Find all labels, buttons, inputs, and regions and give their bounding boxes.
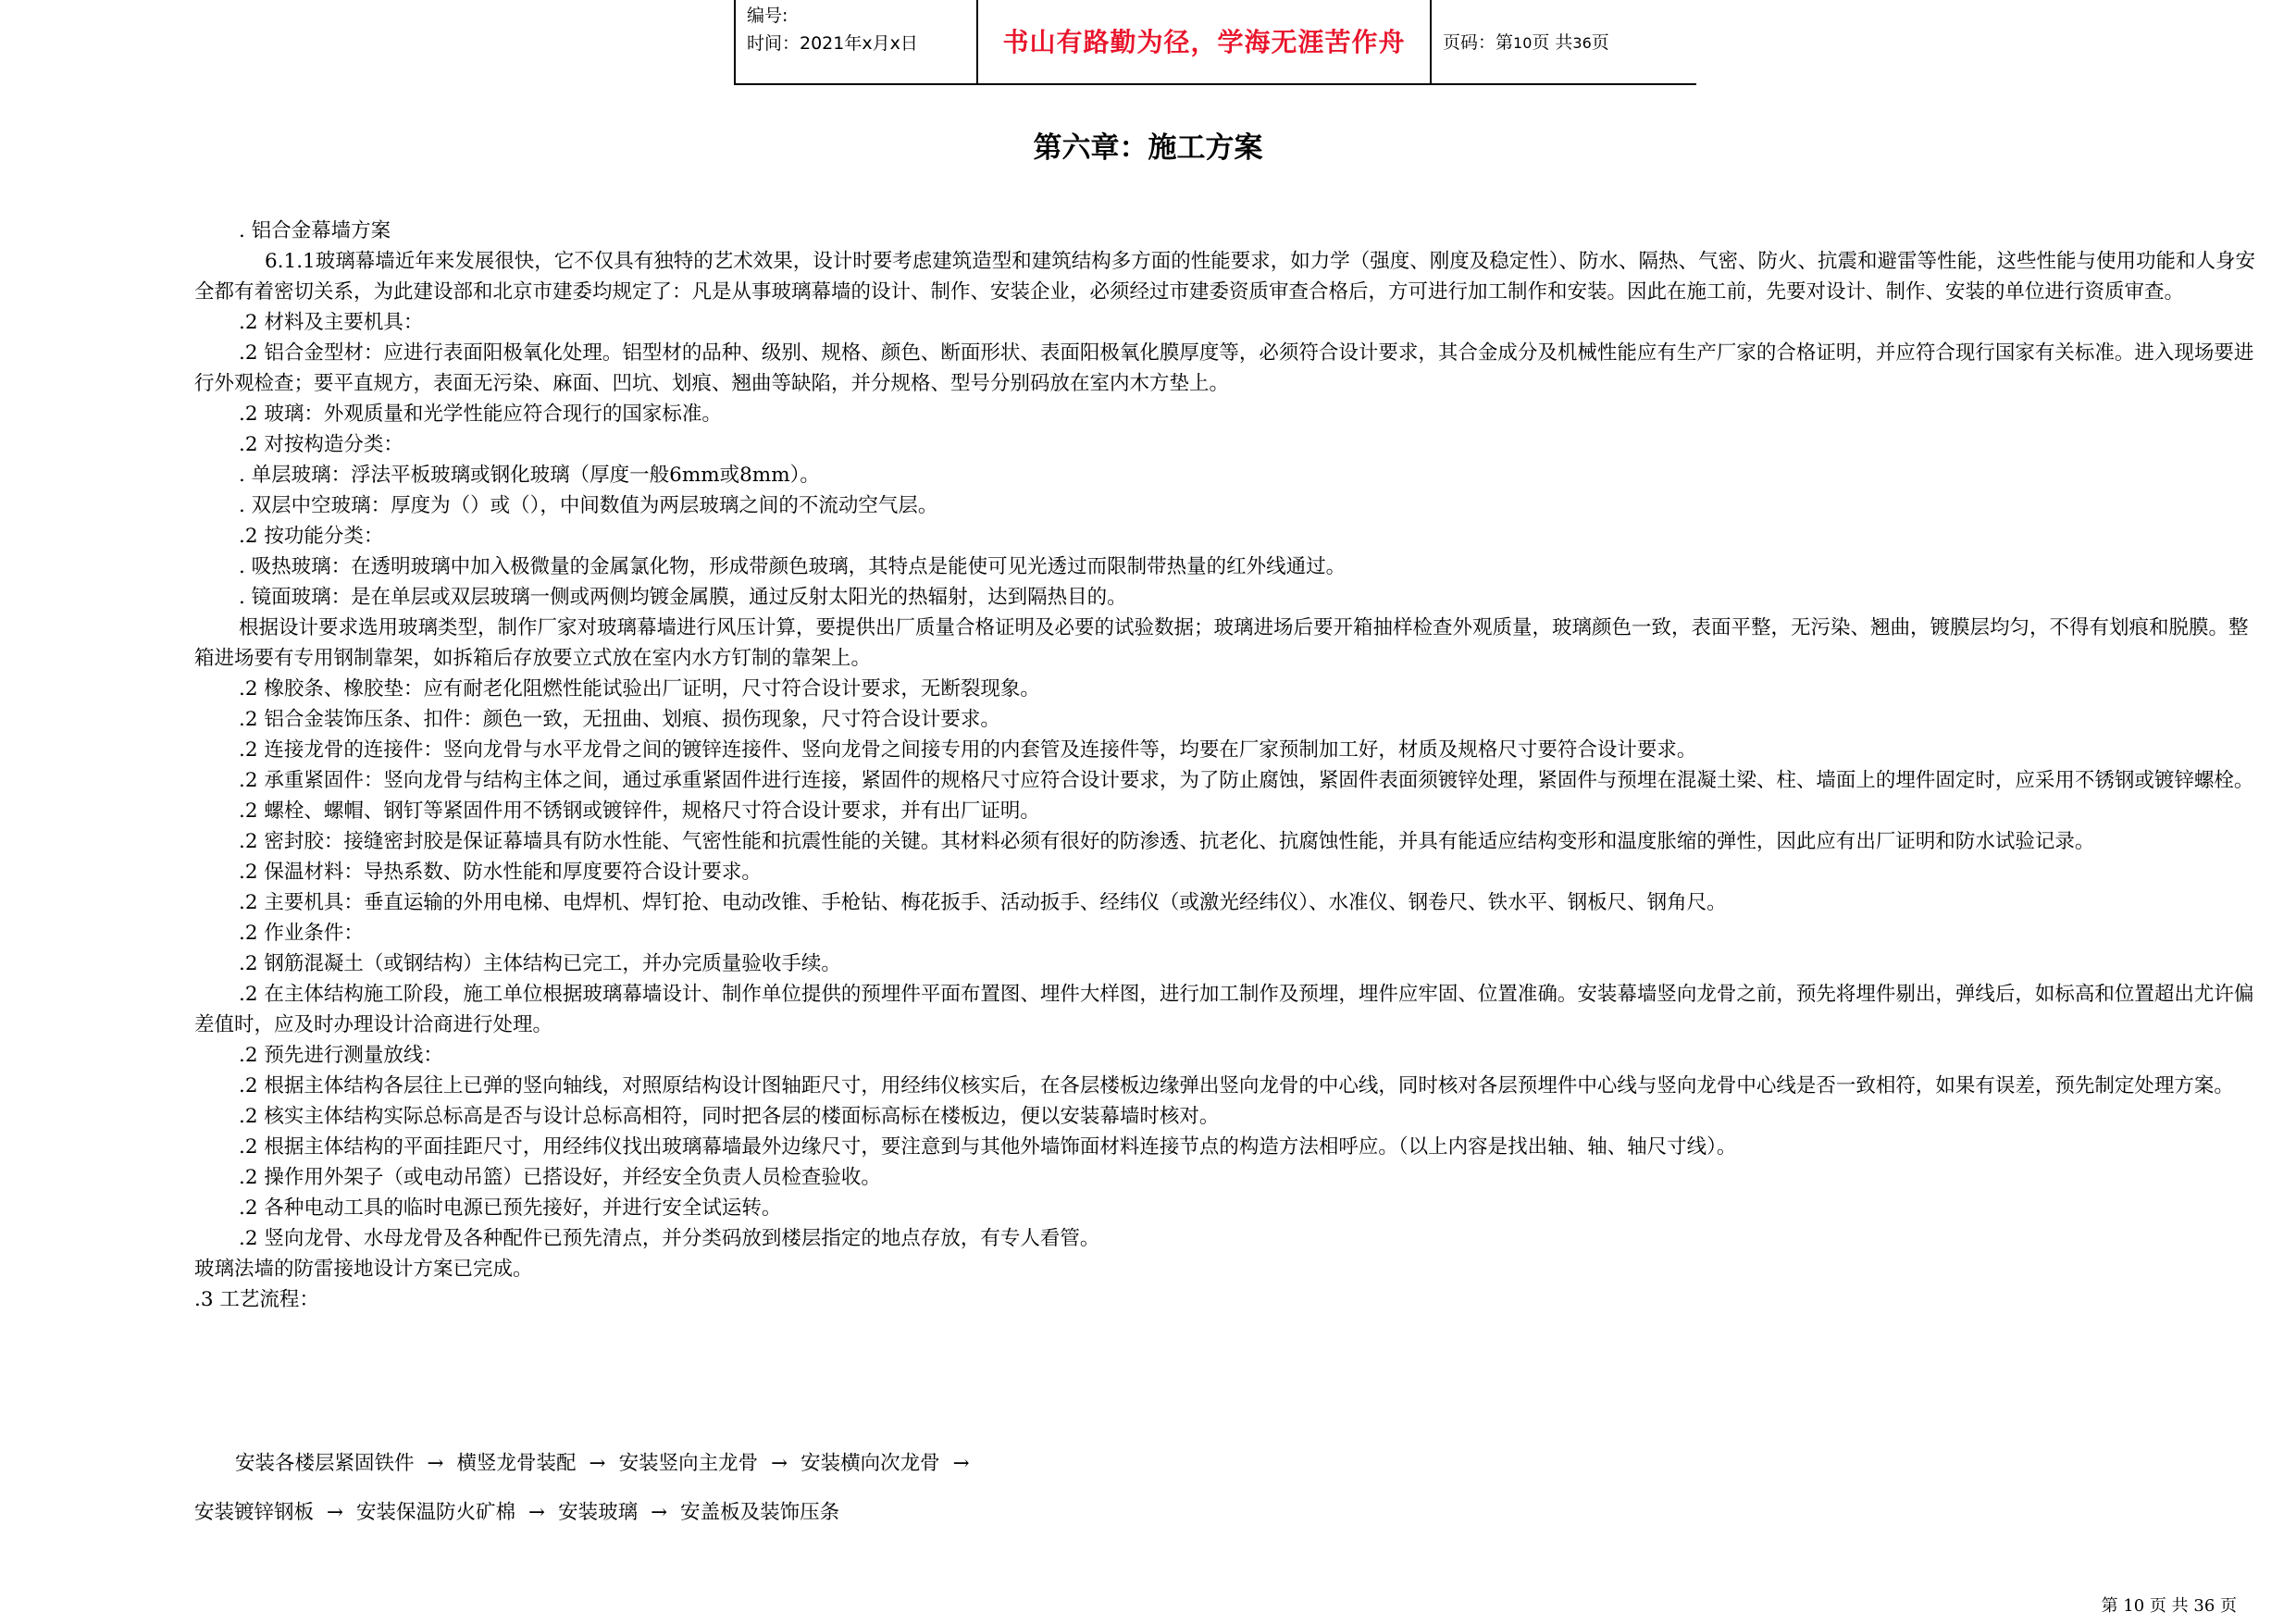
flow-step: 安装竖向主龙骨	[618, 1452, 759, 1475]
paragraph: .2 核实主体结构实际总标高是否与设计总标高相符，同时把各层的楼面标高标在楼板边，便以安装幕墙时核对。	[239, 1105, 1220, 1128]
paragraph: .2 保温材料：导热系数、防水性能和厚度要符合设计要求。	[239, 861, 762, 884]
page-end-label: 页	[1591, 32, 1609, 53]
paragraph: .2 钢筋混凝土（或钢结构）主体结构已完工，并办完质量验收手续。	[239, 952, 841, 975]
paragraph: .2 密封胶：接缝密封胶是保证幕墙具有防水性能、气密性能和抗震性能的关键。其材料必须有很好的防渗透、抗老化、抗腐蚀性能，并具有能适应结构变形和温度胀缩的弹性，因此应有出厂证明和防水试验记录。	[239, 830, 2095, 853]
page-footer: 第 10 页 共 36 页	[2101, 1596, 2237, 1616]
page-mid-label: 页 共	[1532, 32, 1573, 53]
paragraph: .2 连接龙骨的连接件：竖向龙骨与水平龙骨之间的镀锌连接件、竖向龙骨之间接专用的内套管及连接件等，均要在厂家预制加工好，材质及规格尺寸要符合设计要求。	[239, 738, 1697, 762]
paragraph: .2 竖向龙骨、水母龙骨及各种配件已预先清点，并分类码放到楼层指定的地点存放，有专人看管。	[239, 1227, 1100, 1250]
paragraph: .2 主要机具：垂直运输的外用电梯、电焊机、焊钉抢、电动改锥、手枪钻、梅花扳手、活动扳手、经纬仪（或激光经纬仪）、水准仪、钢卷尺、铁水平、钢板尺、钢角尺。	[239, 891, 1727, 914]
document-time-label: 时间：2021年x月x日	[747, 33, 918, 54]
header-motto: 书山有路勤为径，学海无涯苦作舟	[978, 0, 1432, 85]
flow-step: 安装各楼层紧固铁件	[235, 1452, 415, 1475]
flow-step: 安装镀锌钢板	[194, 1501, 315, 1524]
paragraph: .2 操作用外架子（或电动吊篮）已搭设好，并经安全负责人员检查验收。	[239, 1166, 881, 1189]
flow-arrow: →	[327, 1501, 344, 1524]
paragraph: .2 玻璃：外观质量和光学性能应符合现行的国家标准。	[239, 403, 722, 426]
paragraph: . 铝合金幕墙方案	[239, 219, 391, 242]
flow-arrow: →	[771, 1452, 788, 1475]
paragraph: 根据设计要求选用玻璃类型，制作厂家对玻璃幕墙进行风压计算，要提供出厂质量合格证明及必要的试验数据；玻璃进场后要开箱抽样检查外观质量，玻璃颜色一致，表面平整，无污染、翘曲，镀膜层均匀，不得有划痕和脱膜。整箱进场要有专用钢制靠架，如拆箱后存放要立式放在室内水方钉制的靠架上。	[194, 616, 2249, 670]
flow-step: 横竖龙骨装配	[456, 1452, 577, 1475]
paragraph: .2 按功能分类：	[239, 525, 384, 548]
chapter-title: 第六章：施工方案	[1033, 131, 1263, 165]
paragraph: . 镜面玻璃：是在单层或双层玻璃一侧或两侧均镀金属膜，通过反射太阳光的热辐射，达到隔热目的。	[239, 586, 1127, 609]
flow-arrow: →	[589, 1452, 606, 1475]
paragraph: . 双层中空玻璃：厚度为（）或（），中间数值为两层玻璃之间的不流动空气层。	[239, 494, 938, 517]
paragraph: .2 各种电动工具的临时电源已预先接好，并进行安全试运转。	[239, 1196, 782, 1220]
paragraph: .2 螺栓、螺帽、钢钉等紧固件用不锈钢或镀锌件，规格尺寸符合设计要求，并有出厂证明。	[239, 800, 1040, 823]
flow-arrow: →	[528, 1501, 546, 1524]
document-body	[194, 216, 2267, 1315]
flow-arrow: →	[651, 1501, 668, 1524]
paragraph: . 单层玻璃：浮法平板玻璃或钢化玻璃（厚度一般6mm或8mm）。	[239, 464, 820, 487]
page-header	[734, 0, 1696, 85]
header-page-info	[1432, 0, 1696, 85]
flow-step: 安装横向次龙骨	[800, 1452, 940, 1475]
paragraph: .2 预先进行测量放线：	[239, 1044, 443, 1067]
paragraph: .2 铝合金装饰压条、扣件：颜色一致，无扭曲、划痕、损伤现象，尺寸符合设计要求。	[239, 708, 1000, 731]
paragraph: .2 橡胶条、橡胶垫：应有耐老化阻燃性能试验出厂证明，尺寸符合设计要求，无断裂现象。	[239, 677, 1040, 700]
paragraph: .2 根据主体结构各层往上已弹的竖向轴线，对照原结构设计图轴距尺寸，用经纬仪核实后，在各层楼板边缘弹出竖向龙骨的中心线，同时核对各层预埋件中心线与竖向龙骨中心线是否一致相符，如果有误差，预先制定处理方案。	[239, 1074, 2234, 1097]
flow-step: 安盖板及装饰压条	[680, 1501, 840, 1524]
paragraph: .2 材料及主要机具：	[239, 311, 424, 334]
paragraph: 6.1.1玻璃幕墙近年来发展很快，它不仅具有独特的艺术效果，设计时要考虑建筑造型和建筑结构多方面的性能要求，如力学（强度、刚度及稳定性）、防水、隔热、气密、防火、抗震和避雷等性能，这些性能与使用功能和人身安全都有着密切关系，为此建设部和北京市建委均规定了：凡是从事玻璃幕墙的设计、制作、安装企业，必须经过市建委资质审查合格后，方可进行加工制作和安装。因此在施工前，先要对设计、制作、安装的单位进行资质审查。	[194, 250, 2255, 304]
page-label: 页码：第	[1443, 32, 1514, 53]
paragraph: .2 对按构造分类：	[239, 433, 403, 456]
paragraph: .2 根据主体结构的平面挂距尺寸，用经纬仪找出玻璃幕墙最外边缘尺寸，要注意到与其他外墙饰面材料连接节点的构造方法相呼应。（以上内容是找出轴、轴、轴尺寸线）。	[239, 1135, 1737, 1159]
paragraph: .2 铝合金型材：应进行表面阳极氧化处理。铝型材的品种、级别、规格、颜色、断面形状、表面阳极氧化膜厚度等，必须符合设计要求，其合金成分及机械性能应有生产厂家的合格证明，并应符合现行国家有关标准。进入现场要进行外观检查；要平直规方，表面无污染、麻面、凹坑、划痕、翘曲等缺陷，并分规格、型号分别码放在室内木方垫上。	[194, 341, 2254, 395]
paragraph: 玻璃法墙的防雷接地设计方案已完成。	[194, 1258, 533, 1281]
process-flow-row-2	[194, 1497, 839, 1528]
document-number-label: 编号:	[747, 6, 788, 26]
flow-arrow: →	[952, 1452, 970, 1475]
paragraph: . 吸热玻璃：在透明玻璃中加入极微量的金属氯化物，形成带颜色玻璃，其特点是能使可见光透过而限制带热量的红外线通过。	[239, 555, 1347, 578]
page-current: 10	[1513, 34, 1533, 52]
flow-arrow: →	[427, 1452, 444, 1475]
paragraph: .2 在主体结构施工阶段，施工单位根据玻璃幕墙设计、制作单位提供的预埋件平面布置图、埋件大样图，进行加工制作及预埋，埋件应牢固、位置准确。安装幕墙竖向龙骨之前，预先将埋件剔出，弹线后，如标高和位置超出尤许偏差值时，应及时办理设计洽商进行处理。	[194, 983, 2254, 1036]
flow-step: 安装玻璃	[558, 1501, 639, 1524]
paragraph: .2 承重紧固件：竖向龙骨与结构主体之间，通过承重紧固件进行连接，紧固件的规格尺寸应符合设计要求，为了防止腐蚀，紧固件表面须镀锌处理，紧固件与预埋在混凝土梁、柱、墙面上的埋件固定时，应采用不锈钢或镀锌螺栓。	[239, 769, 2254, 792]
page-total: 36	[1572, 34, 1592, 52]
header-meta-cell	[734, 0, 978, 85]
process-flow-row-1	[235, 1448, 983, 1479]
flow-step: 安装保温防火矿棉	[356, 1501, 516, 1524]
paragraph: .2 作业条件：	[239, 922, 364, 945]
paragraph: .3 工艺流程：	[194, 1288, 319, 1311]
